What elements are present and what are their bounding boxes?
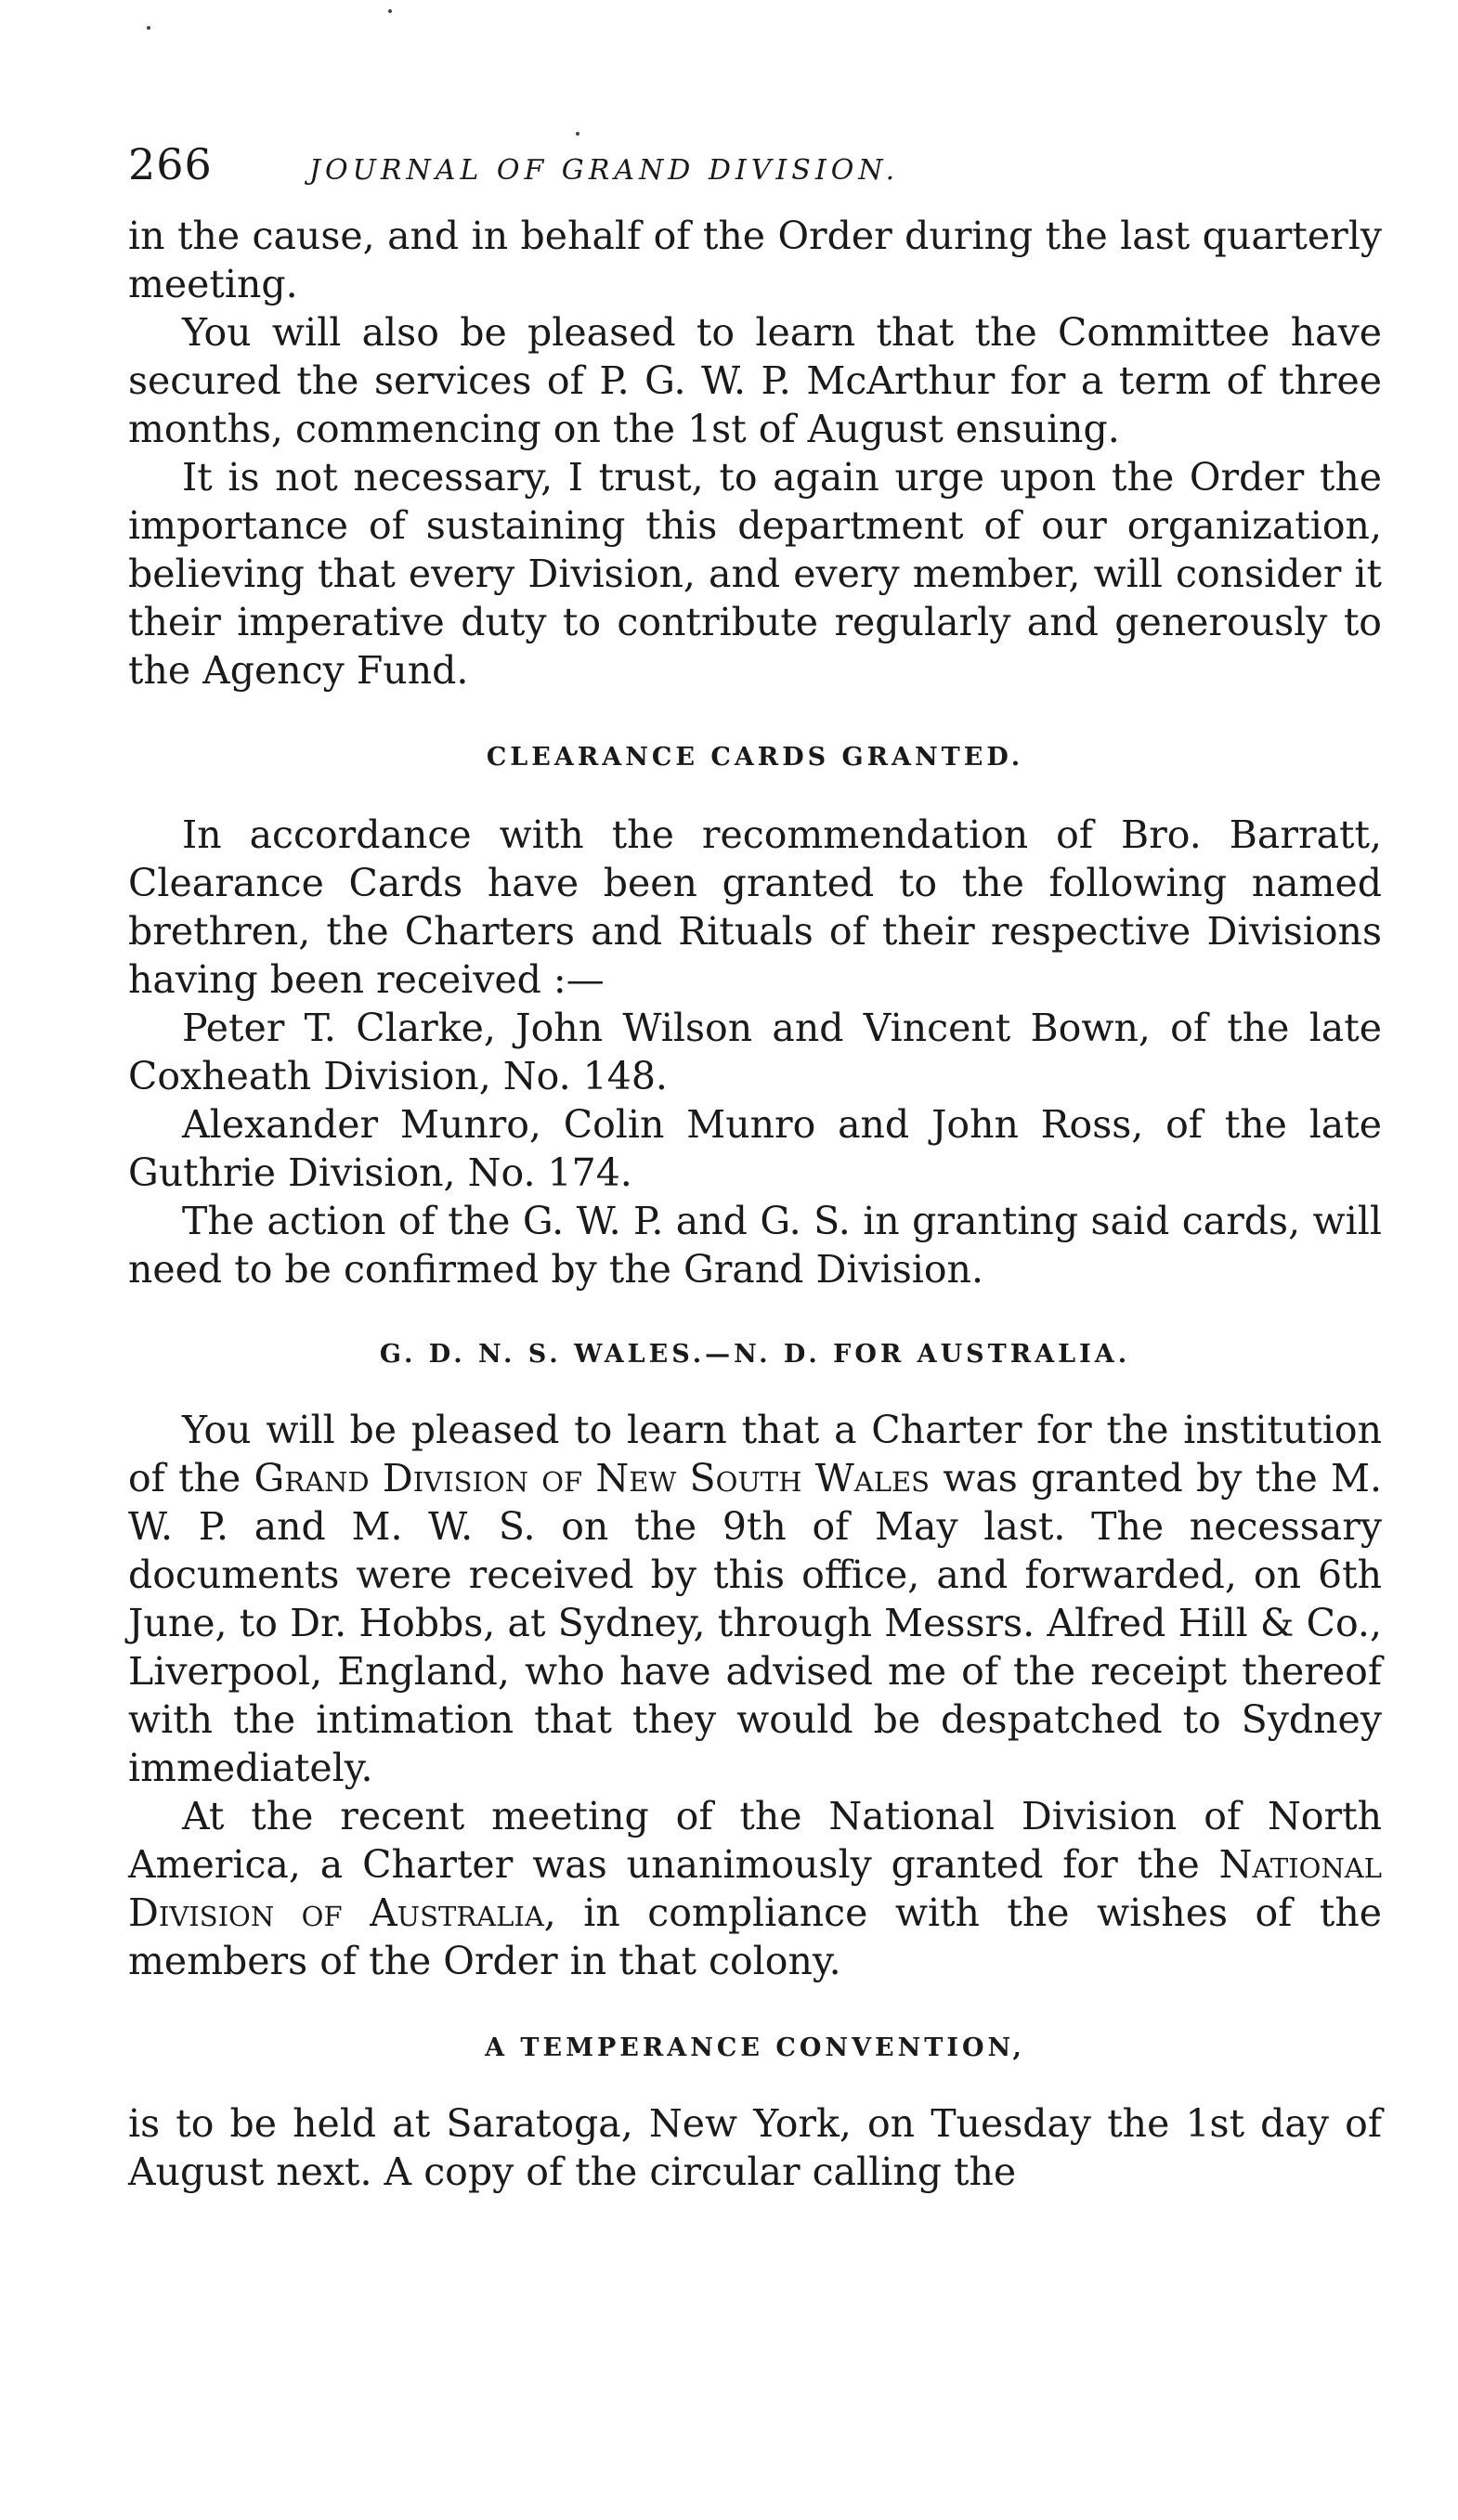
text-run: was granted by the M. W. P. and M. W. S. on the 9th of May last. The necessary documents were received by this office, and forwarded, on 6th June, to Dr. Hobbs, at Sydney, through Messrs. Alfred Hill & Co., Liverpool, England, who have advised me of the receipt thereof with the intimation that they would be despatched to Sydney immediately. [128, 1456, 1382, 1790]
division-name: Grand Division of New South Wales [254, 1456, 931, 1500]
text-run: At the recent meeting of the National Division of North America, a Charter was unanimously granted for the [128, 1794, 1382, 1887]
page-number: 266 [128, 139, 213, 189]
paragraph-guthrie: Alexander Munro, Colin Munro and John Ross, of the late Guthrie Division, No. 174. [128, 1102, 1382, 1195]
book-page [128, 139, 1382, 2196]
text-run: , in compliance with the wishes of the members of the Order in that colony. [128, 1890, 1382, 1983]
paragraph-saratoga: is to be held at Saratoga, New York, on Tuesday the 1st day of August next. A copy of the circular calling the [128, 2101, 1382, 2194]
paragraph-australia-charter [128, 1792, 1382, 1985]
heading-new-south-wales: G. D. N. S. WALES.—N. D. FOR AUSTRALIA. [379, 1340, 1131, 1369]
paragraph-nsw-charter [128, 1406, 1382, 1792]
paragraph-coxheath: Peter T. Clarke, John Wilson and Vincent Bown, of the late Coxheath Division, No. 148. [128, 1006, 1382, 1098]
paragraph-clearance-intro: In accordance with the recommendation of Bro. Barratt, Clearance Cards have been granted to the following named brethren, the Charters and Rituals of their respective Divisions having been received :— [128, 812, 1382, 1002]
paragraph-continued: in the cause, and in behalf of the Order during the last quarterly meeting. [128, 214, 1382, 306]
page-header [128, 139, 1382, 204]
paragraph-committee: You will also be pleased to learn that the Committee have secured the services of P. G. W. P. McArthur for a term of three months, commencing on the 1st of August ensuing. [128, 310, 1382, 451]
division-name: National Division of Australia [128, 1842, 1382, 1935]
ink-speck [147, 26, 150, 30]
paragraph-confirmation: The action of the G. W. P. and G. S. in granting said cards, will need to be confirmed by the Grand Division. [128, 1199, 1382, 1292]
ink-speck [576, 132, 579, 136]
paragraph-agency-fund: It is not necessary, I trust, to again urge upon the Order the importance of sustaining this department of our organization, believing that every Division, and every member, will consider it their imperative duty to contribute regularly and generously to the Agency Fund. [128, 455, 1382, 693]
heading-clearance-cards: CLEARANCE CARDS GRANTED. [486, 743, 1024, 772]
text-run: You will be pleased to learn that a Charter for the institution of the [128, 1408, 1382, 1500]
ink-speck [388, 9, 392, 13]
heading-temperance-convention: A TEMPERANCE CONVENTION, [485, 2033, 1025, 2062]
running-title: JOURNAL OF GRAND DIVISION. [309, 154, 900, 187]
